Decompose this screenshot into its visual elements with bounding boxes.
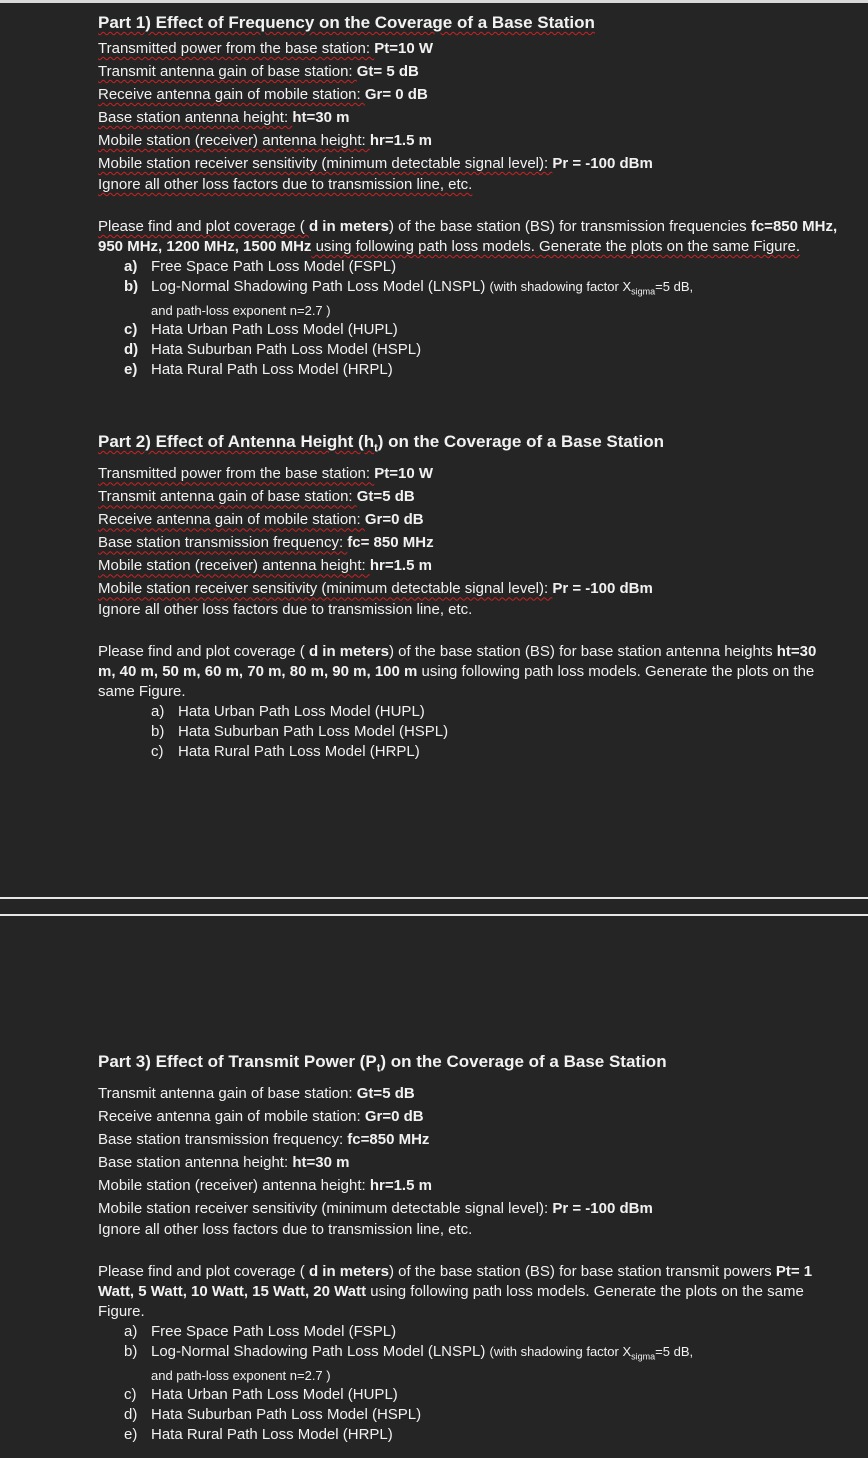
param-pr: Mobile station receiver sensitivity (minimum detectable signal level): Pr = -100 dBm [98,1200,653,1218]
top-border [0,0,868,3]
model-item: d) Hata Suburban Path Loss Model (HSPL) [124,1405,422,1423]
part2-title: Part 2) Effect of Antenna Height $(h_t)$ on the Coverage of a Base Station [98,432,665,455]
param-pt: Transmitted power from the base station: Pt=10 W [98,465,434,483]
part2-prompt: Please find and plot coverage ( d in meters) of the base station (BS) for base station antenna heights ht=30 m, 40 m, 50 m, 60 m, 70 m, 80 m, 90 m, 100 m using following path loss models. Generate the plots on the same Figure. [98,643,817,701]
part1-section [98,12,838,380]
param-ht: Base station antenna height: ht=30 m [98,109,350,126]
model-item: a) Free Space Path Loss Model (FSPL) [124,1323,397,1341]
model-item: d) Hata Suburban Path Loss Model (HSPL) [124,340,422,358]
model-item: b) Hata Suburban Path Loss Model (HSPL) [151,723,449,741]
part3-title: Part 3) Effect of Transmit Power $(P_t)$ on the Coverage of a Base Station [98,1052,667,1075]
model-item: a) Free Space Path Loss Model (FSPL) [124,258,397,275]
model-item: b) Log-Normal Shadowing Path Loss Model (LNSPL) (with shadowing factor $X_{sigma}=5$ dB, and path-loss exponent n=2.7 ) [124,278,694,318]
ignore-note: Ignore all other loss factors due to transmission line, etc. [98,176,473,193]
param-fc: Base station transmission frequency: fc=850 MHz [98,1131,430,1149]
model-item: a) Hata Urban Path Loss Model (HUPL) [151,703,425,721]
param-gr: Receive antenna gain of mobile station: Gr= 0 dB [98,86,428,103]
part2-section [98,431,838,762]
section-divider [0,897,868,899]
param-gt: Transmit antenna gain of base station: Gt=5 dB [98,1085,415,1103]
param-hr: Mobile station (receiver) antenna height: hr=1.5 m [98,132,432,149]
ignore-note: Ignore all other loss factors due to transmission line, etc. [98,1221,473,1239]
part1-model-list [98,257,838,380]
param-fc: Base station transmission frequency: fc= 850 MHz [98,534,434,552]
model-item: c) Hata Urban Path Loss Model (HUPL) [124,1385,398,1403]
param-pt: Transmitted power from the base station: Pt=10 W [98,40,434,57]
param-gt: Transmit antenna gain of base station: Gt= 5 dB [98,63,419,80]
section-divider [0,914,868,916]
part1-title: Part 1) Effect of Frequency on the Coverage of a Base Station [98,13,595,32]
param-ht: Base station antenna height: ht=30 m [98,1154,350,1172]
model-item: c) Hata Rural Path Loss Model (HRPL) [151,743,420,761]
part3-prompt: Please find and plot coverage ( d in meters) of the base station (BS) for base station transmit powers Pt= 1 Watt, 5 Watt, 10 Watt, 15 Watt, 20 Watt using following path loss models. Generate the plots on the same Figure. [98,1263,813,1321]
model-item: c) Hata Urban Path Loss Model (HUPL) [124,320,398,338]
model-item: e) Hata Rural Path Loss Model (HRPL) [124,360,393,378]
param-gt: Transmit antenna gain of base station: Gt=5 dB [98,488,415,506]
param-pr: Mobile station receiver sensitivity (minimum detectable signal level): Pr = -100 dBm [98,580,653,598]
part3-section [98,1051,838,1445]
param-hr: Mobile station (receiver) antenna height: hr=1.5 m [98,1177,432,1195]
model-item: b) Log-Normal Shadowing Path Loss Model (LNSPL) (with shadowing factor $X_{sigma}=5$ dB, and path-loss exponent n=2.7 ) [124,1343,694,1383]
part3-model-list [98,1322,838,1445]
param-gr: Receive antenna gain of mobile station: Gr=0 dB [98,1108,424,1126]
part1-prompt: Please find and plot coverage ( d in meters) of the base station (BS) for transmission frequencies fc=850 MHz, 950 MHz, 1200 MHz, 1500 MHz using following path loss models. Generate the plots on the same Figure. [98,218,838,255]
ignore-note: Ignore all other loss factors due to transmission line, etc. [98,601,473,619]
model-item: e) Hata Rural Path Loss Model (HRPL) [124,1425,393,1443]
param-gr: Receive antenna gain of mobile station: Gr=0 dB [98,511,424,529]
param-pr: Mobile station receiver sensitivity (minimum detectable signal level): Pr = -100 dBm [98,155,653,172]
param-hr: Mobile station (receiver) antenna height: hr=1.5 m [98,557,432,575]
part2-model-list [98,702,838,762]
